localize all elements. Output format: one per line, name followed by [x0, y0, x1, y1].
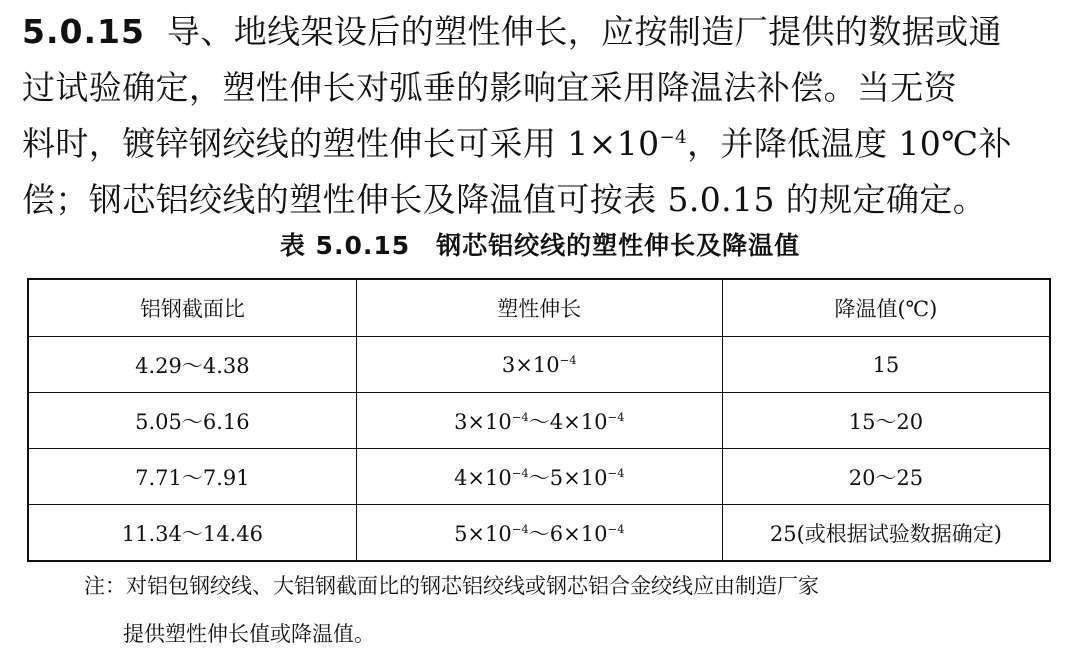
table-caption-title: 钢芯铝绞线的塑性伸长及降温值	[436, 231, 801, 260]
clause-text-3a: 料时，镀锌钢绞线的塑性伸长可采用 1×10	[22, 124, 660, 163]
elongation-table	[27, 278, 1051, 562]
clause-paragraph	[22, 4, 1062, 228]
clause-text-3b: ，并降低温度 10℃补	[687, 124, 1012, 163]
clause-line-2: 过试验确定，塑性伸长对弧垂的影响宜采用降温法补偿。当无资	[22, 68, 958, 107]
cell-ratio: 5.05～6.16	[28, 393, 356, 449]
table-note	[84, 562, 1064, 658]
cell-elongation: $4\times 10^{-4}\sim 5\times 10^{-4}$	[356, 449, 722, 505]
header-elongation: 塑性伸长	[356, 279, 722, 337]
clause-exponent: −4	[659, 127, 688, 148]
cell-elongation: $3\times 10^{-4}\sim 4\times 10^{-4}$	[356, 393, 722, 449]
table-row	[28, 505, 1050, 562]
cell-ratio: 4.29～4.38	[28, 337, 356, 393]
clause-number: 5.0.15	[22, 12, 145, 51]
cell-elongation: $5\times 10^{-4}\sim 6\times 10^{-4}$	[356, 505, 722, 562]
table-caption	[0, 226, 1080, 262]
table-row	[28, 337, 1050, 393]
cell-temperature: 25(或根据试验数据确定)	[722, 505, 1050, 562]
clause-line-1	[22, 4, 1062, 60]
cell-ratio: 11.34～14.46	[28, 505, 356, 562]
cell-temperature: 15～20	[722, 393, 1050, 449]
note-line-1: 注：对铝包钢绞线、大铝钢截面比的钢芯铝绞线或钢芯铝合金绞线应由制造厂家	[84, 574, 819, 598]
header-temperature: 降温值(℃)	[722, 279, 1050, 337]
cell-temperature: 20～25	[722, 449, 1050, 505]
cell-ratio: 7.71～7.91	[28, 449, 356, 505]
header-ratio: 铝钢截面比	[28, 279, 356, 337]
table-row	[28, 393, 1050, 449]
table-header-row	[28, 279, 1050, 337]
table-row	[28, 449, 1050, 505]
cell-temperature: 15	[722, 337, 1050, 393]
table-caption-number: 表 5.0.15	[279, 231, 411, 260]
cell-elongation: $3\times 10^{-4}$	[356, 337, 722, 393]
clause-text-1: 导、地线架设后的塑性伸长，应按制造厂提供的数据或通	[166, 12, 1002, 51]
clause-line-3	[22, 116, 1062, 172]
note-line-2: 提供塑性伸长值或降温值。	[123, 622, 375, 646]
clause-line-4: 偿；钢芯铝绞线的塑性伸长及降温值可按表 5.0.15 的规定确定。	[22, 180, 987, 219]
